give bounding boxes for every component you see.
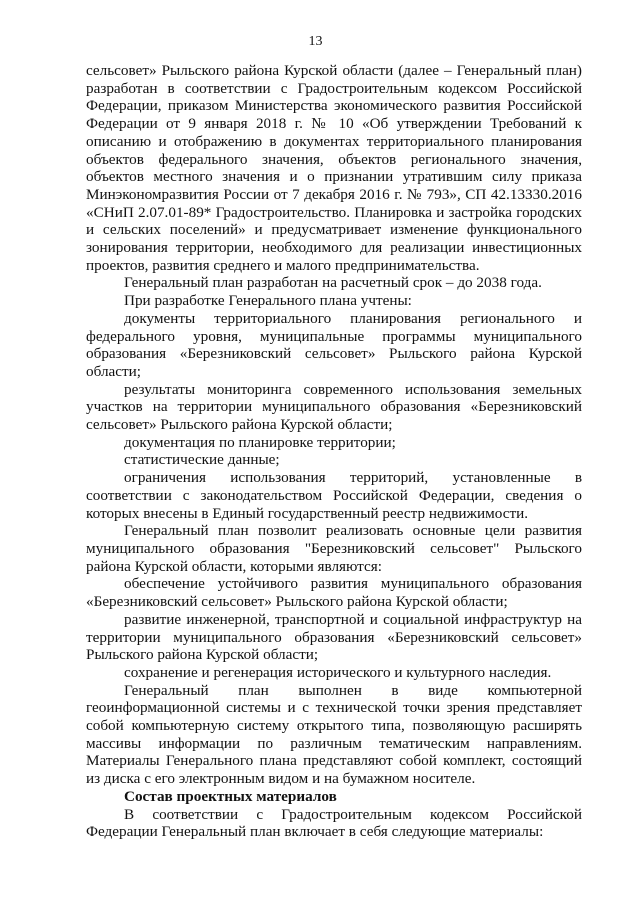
list-item-statistics: статистические данные; (124, 451, 280, 469)
section-heading: Состав проектных материалов (124, 787, 337, 805)
paragraph-gis-description: Генеральный план выполнен в виде компьютерной геоинформационной системы и с технической точки зрения представляет собой компьютерную систему открытого типа, позволяющую расширять массивы информации по различным тематическим направлениям. Материалы Генерального плана представляют собой комплект, состоящий из диска с его электронным видом и на бумажном носителе. (86, 681, 582, 788)
page-number: 13 (308, 34, 323, 49)
list-item-sustainable-development: обеспечение устойчивого развития муниципального образования «Березниковский сельсовет» Рыльского района Курской области; (86, 575, 582, 611)
paragraph-materials-composition: В соответствии с Градостроительным кодексом Российской Федерации Генеральный план включает в себя следующие материалы: (86, 805, 582, 841)
paragraph-intro-continuation: сельсовет» Рыльского района Курской области (далее – Генеральный план) разработан в соответствии с Градостроительным кодексом Российской Федерации, приказом Министерства экономического развития Российской Федерации от 9 января 2018 г. № 10 «Об утверждении Требований к описанию и отображению в документах территориального планирования объектов федерального значения, объектов регионального значения, объектов местного значения и о признании утратившим силу приказа Минэкономразвития России от 7 декабря 2016 г. № 793», СП 42.13330.2016 «СНиП 2.07.01-89* Градостроительство. Планировка и застройка городских и сельских поселений» и предусматривает изменение функционального зонирования территории, необходимого для реализации инвестиционных проектов, развития среднего и малого предпринимательства. (86, 62, 582, 274)
list-item-territory-documentation: документация по планировке территории; (124, 433, 396, 451)
list-item-monitoring-results: результаты мониторинга современного использования земельных участков на территории муниципального образования «Березниковский сельсовет» Рыльского района Курской области; (86, 380, 582, 434)
document-body (86, 62, 582, 841)
list-item-heritage: сохранение и регенерация исторического и культурного наследия. (124, 663, 552, 681)
paragraph-considered-lead: При разработке Генерального плана учтены: (124, 292, 412, 310)
list-item-planning-documents: документы территориального планирования регионального и федерального уровня, муниципальные программы муниципального образования «Березниковский сельсовет» Рыльского района Курской области; (86, 309, 582, 380)
list-item-land-use-restrictions: ограничения использования территорий, установленные в соответствии с законодательством Российской Федерации, сведения о которых внесены в Единый государственный реестр недвижимости. (86, 469, 582, 522)
paragraph-development-goals: Генеральный план позволит реализовать основные цели развития муниципального образования "Березниковский сельсовет" Рыльского района Курской области, которыми являются: (86, 522, 582, 575)
paragraph-planning-period: Генеральный план разработан на расчетный срок – до 2038 года. (124, 274, 542, 292)
list-item-infrastructure: развитие инженерной, транспортной и социальной инфраструктур на территории муниципального образования «Березниковский сельсовет» Рыльского района Курской области; (86, 610, 582, 664)
